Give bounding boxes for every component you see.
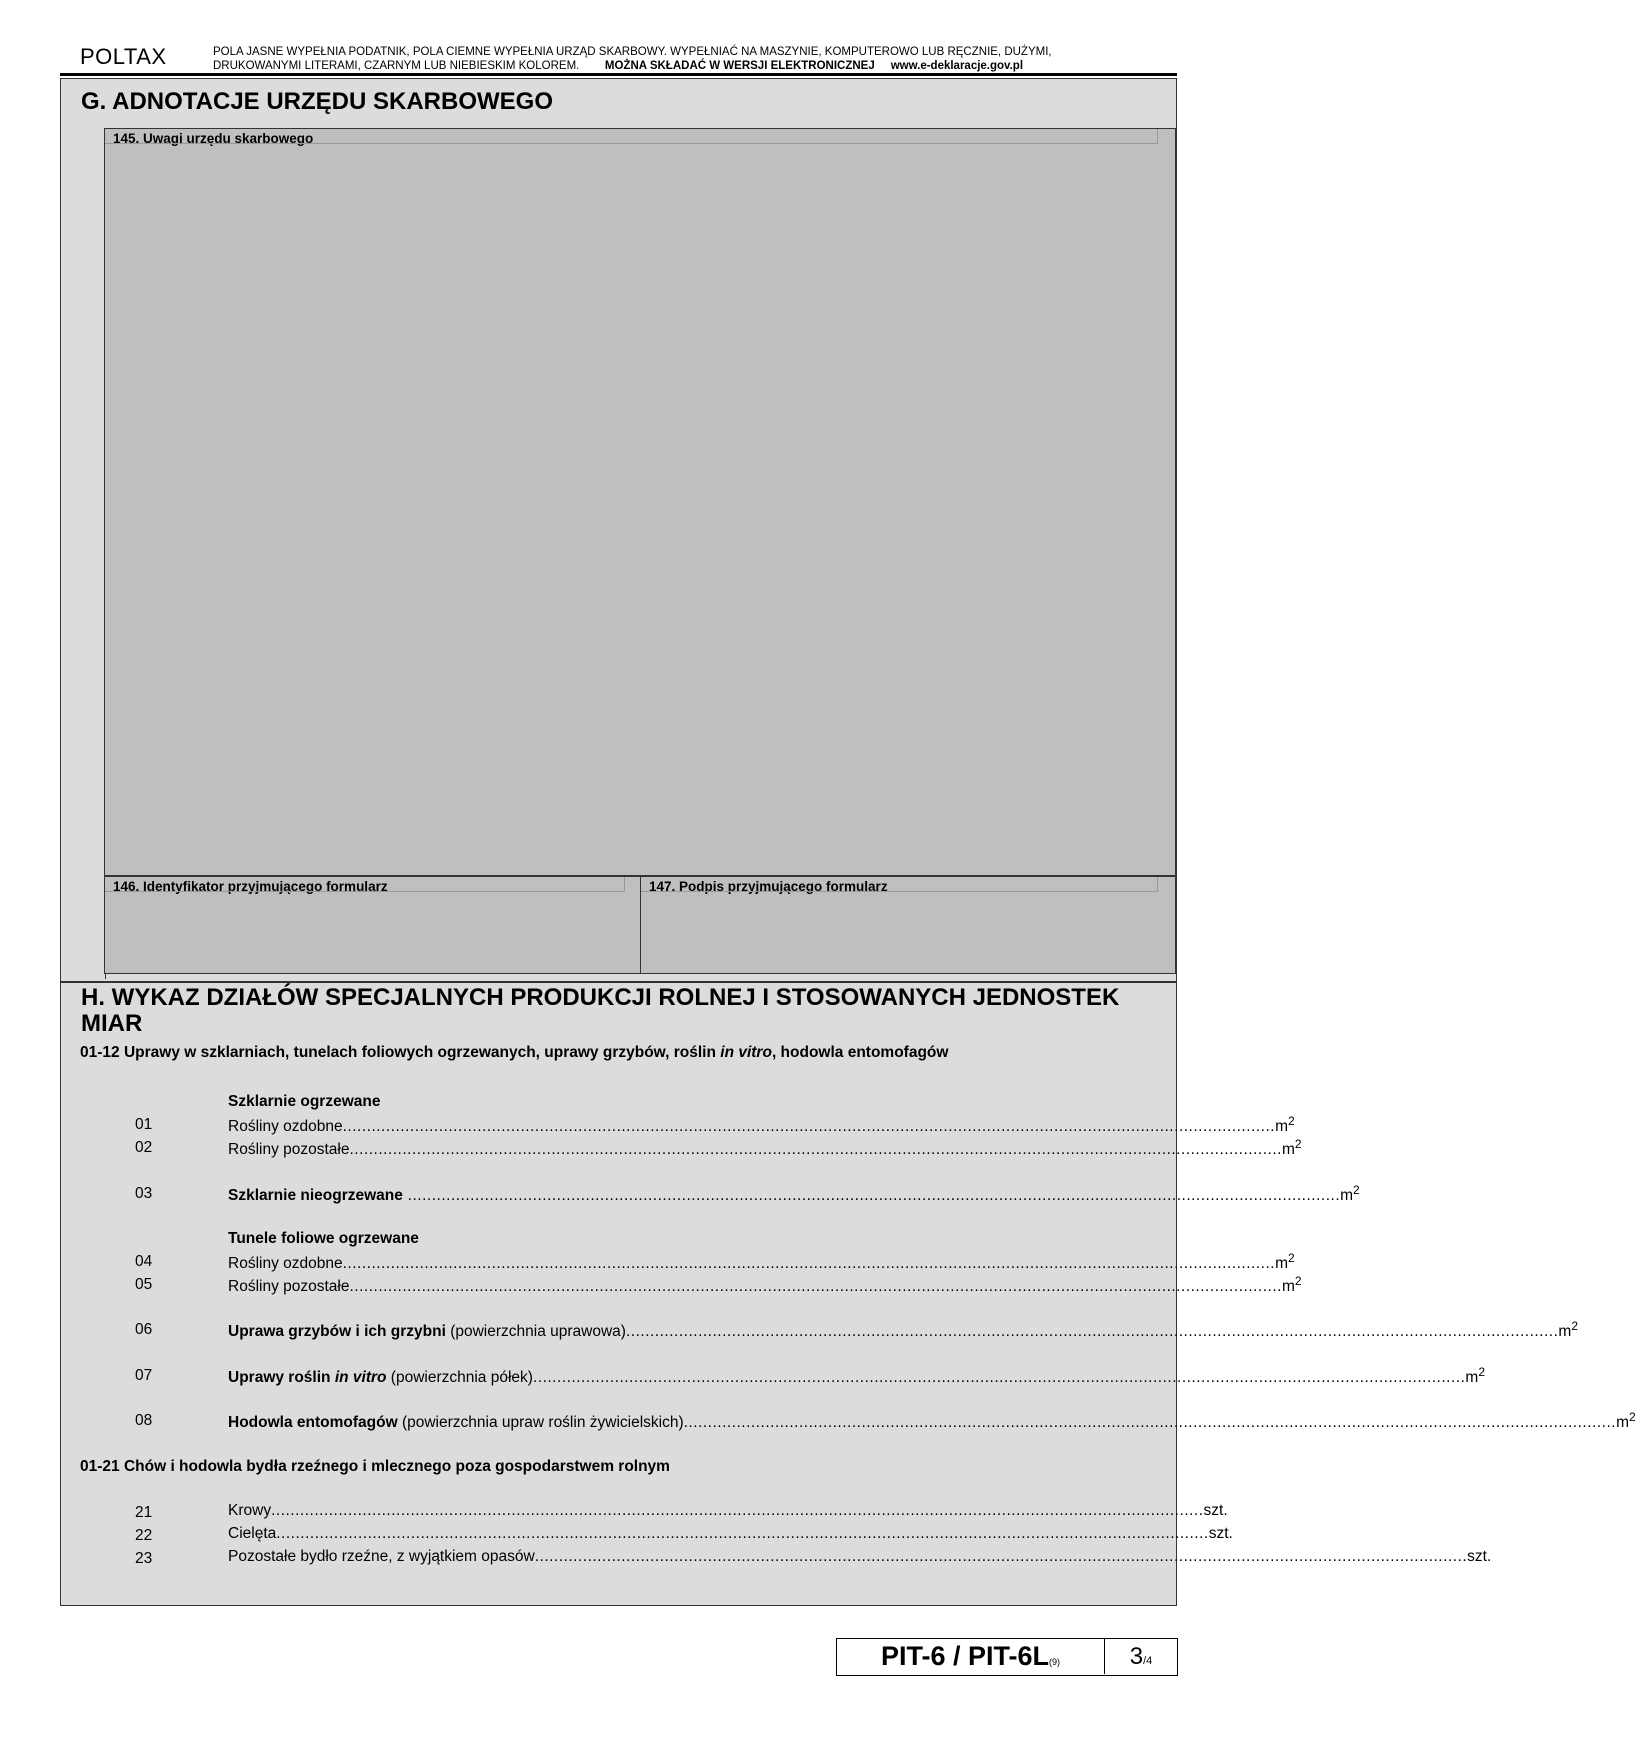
group-01-21-heading: 01-21 Chów i hodowla bydła rzeźnego i mlecznego poza gospodarstwem rolnym: [80, 1458, 670, 1475]
item-row: [228, 1274, 1302, 1296]
unit-m: m: [1281, 1278, 1295, 1295]
field-146-label-line: [105, 877, 625, 892]
item-row: [228, 1114, 1295, 1136]
item-code: 07: [135, 1367, 153, 1384]
unit-label: szt.: [1467, 1548, 1492, 1565]
header-rule: [60, 73, 1177, 76]
leader-dots: ..................................................................................................................................................................................................: [534, 1548, 1468, 1565]
group-01-12-heading-c: , hodowla entomofagów: [771, 1044, 949, 1061]
item-label: Krowy: [228, 1502, 272, 1519]
form-name: PIT-6 / PIT-6L: [880, 1641, 1050, 1671]
item-label-rest: (powierzchnia upraw roślin żywicielskich): [397, 1414, 684, 1431]
brand-logo: POLTAX: [80, 44, 167, 69]
header-instructions-line1: POLA JASNE WYPEŁNIA PODATNIK, POLA CIEMNE WYPEŁNIA URZĄD SKARBOWY. WYPEŁNIAĆ NA MASZYNIE, KOMPUTEROWO LUB RĘCZNIE, DUŻYMI,: [213, 46, 1052, 58]
item-label: [228, 1323, 626, 1341]
item-row: [228, 1365, 1486, 1387]
item-code: 23: [135, 1550, 153, 1567]
unit-exponent: 2: [1571, 1319, 1579, 1333]
field-147-label-line: [641, 877, 1158, 892]
unit-exponent: 2: [1287, 1251, 1295, 1265]
header-electronic-note: MOŻNA SKŁADAĆ W WERSJI ELEKTRONICZNEJ: [604, 60, 875, 72]
unit-exponent: 2: [1478, 1365, 1486, 1379]
group-01-12-heading: [80, 1044, 948, 1062]
leader-dots: ..................................................................................................................................................................................................: [683, 1414, 1617, 1431]
item-code: 06: [135, 1321, 153, 1338]
unit-m: m: [1465, 1369, 1479, 1386]
item-label-bold: Uprawa grzybów i ich grzybni: [228, 1323, 446, 1340]
leader-dots: ..................................................................................................................................................................................................: [342, 1255, 1276, 1272]
item-row: [228, 1319, 1579, 1341]
unit-m: m: [1281, 1141, 1295, 1158]
field-145-label: 145. Uwagi urzędu skarbowego: [113, 131, 314, 146]
field-145-uwagi[interactable]: [104, 128, 1176, 876]
item-label-bold: Uprawy roślin: [228, 1369, 335, 1386]
item-row: [228, 1410, 1636, 1432]
header-instructions: [213, 45, 1052, 73]
item-code: 21: [135, 1504, 153, 1521]
header-instructions-line2: [213, 59, 1052, 73]
unit-m: m: [1275, 1118, 1288, 1135]
leader-dots: ..................................................................................................................................................................................................: [532, 1369, 1466, 1386]
field-146-label: 146. Identyfikator przyjmującego formularz: [113, 879, 388, 894]
header-instructions-line2a: DRUKOWANYMI LITERAMI, CZARNYM LUB NIEBIESKIM KOLOREM.: [213, 60, 580, 72]
unit-label: [1616, 1410, 1636, 1432]
form-version: (9): [1049, 1657, 1061, 1667]
leader-dots: ..................................................................................................................................................................................................: [276, 1525, 1209, 1542]
item-label: Szklarnie nieogrzewane: [228, 1187, 403, 1204]
page-current: 3: [1129, 1643, 1144, 1670]
unit-exponent: 2: [1294, 1274, 1302, 1288]
header-website: www.e-deklaracje.gov.pl: [890, 60, 1024, 72]
unit-label: [1282, 1137, 1302, 1159]
item-code: 03: [135, 1185, 153, 1202]
section-h-title: H. WYKAZ DZIAŁÓW SPECJALNYCH PRODUKCJI ROLNEJ I STOSOWANYCH JEDNOSTEK MIAR: [81, 984, 1120, 1037]
unit-m: m: [1558, 1323, 1572, 1340]
footer-form-id: [836, 1638, 1178, 1676]
page-number: [1105, 1639, 1177, 1674]
field-145-label-line: [105, 129, 1158, 144]
unit-label: [1275, 1114, 1295, 1136]
item-code: 04: [135, 1253, 153, 1270]
item-row: [228, 1137, 1302, 1159]
unit-label: szt.: [1208, 1525, 1233, 1542]
leader-dots: ..................................................................................................................................................................................................: [625, 1323, 1559, 1340]
item-row: [228, 1548, 1492, 1566]
unit-exponent: 2: [1353, 1183, 1360, 1197]
field-147-podpis[interactable]: [640, 876, 1176, 974]
item-code: 05: [135, 1276, 153, 1293]
item-code: 08: [135, 1412, 153, 1429]
page-total: /4: [1143, 1655, 1153, 1667]
leader-dots: ..................................................................................................................................................................................................: [349, 1278, 1282, 1295]
unit-m: m: [1340, 1187, 1354, 1204]
item-label: Rośliny pozostałe: [228, 1278, 350, 1295]
unit-label: [1282, 1274, 1302, 1296]
group-01-12-heading-italic: in vitro: [720, 1044, 772, 1061]
item-label: [228, 1369, 533, 1387]
item-label-rest: (powierzchnia półek): [386, 1369, 533, 1386]
item-label: Cielęta: [228, 1525, 277, 1542]
unit-exponent: 2: [1294, 1137, 1302, 1151]
item-label: Pozostałe bydło rzeźne, z wyjątkiem opasów: [228, 1548, 535, 1565]
item-label: Rośliny ozdobne: [228, 1255, 343, 1272]
field-147-label: 147. Podpis przyjmującego formularz: [649, 879, 888, 894]
unit-label: [1340, 1183, 1360, 1205]
leader-dots: ..................................................................................................................................................................................................: [402, 1187, 1341, 1204]
unit-label: [1275, 1251, 1295, 1273]
group-01-12-heading-a: 01-12 Uprawy w szklarniach, tunelach foliowych ogrzewanych, uprawy grzybów, roślin: [80, 1044, 721, 1061]
item-row: [228, 1525, 1233, 1543]
leader-dots: ..................................................................................................................................................................................................: [349, 1141, 1282, 1158]
unit-label: [1558, 1319, 1578, 1341]
item-code: 22: [135, 1527, 153, 1544]
leader-dots: ..................................................................................................................................................................................................: [342, 1118, 1276, 1135]
item-code: 01: [135, 1116, 153, 1133]
footer-form-title: [837, 1639, 1105, 1674]
leader-dots: ..................................................................................................................................................................................................: [271, 1502, 1204, 1519]
section-g-title: G. ADNOTACJE URZĘDU SKARBOWEGO: [81, 88, 554, 115]
subheading-szklarnie-ogrzewane: Szklarnie ogrzewane: [228, 1093, 381, 1110]
unit-m: m: [1275, 1255, 1288, 1272]
unit-label: [1465, 1365, 1485, 1387]
item-label-rest: (powierzchnia uprawowa): [445, 1323, 626, 1340]
subheading-tunele-foliowe: Tunele foliowe ogrzewane: [228, 1230, 419, 1247]
item-label: Rośliny pozostałe: [228, 1141, 350, 1158]
item-row: [228, 1183, 1360, 1205]
item-row: [228, 1251, 1295, 1273]
item-label-italic: in vitro: [334, 1369, 387, 1386]
unit-m: m: [1616, 1414, 1629, 1431]
item-code: 02: [135, 1139, 153, 1156]
item-row: [228, 1502, 1228, 1520]
unit-label: szt.: [1203, 1502, 1228, 1519]
unit-exponent: 2: [1629, 1410, 1636, 1424]
field-146-identyfikator[interactable]: [104, 876, 641, 974]
unit-exponent: 2: [1287, 1114, 1295, 1128]
item-label: [228, 1414, 684, 1432]
item-label-bold: Hodowla entomofagów: [228, 1414, 398, 1431]
item-label: Rośliny ozdobne: [228, 1118, 343, 1135]
